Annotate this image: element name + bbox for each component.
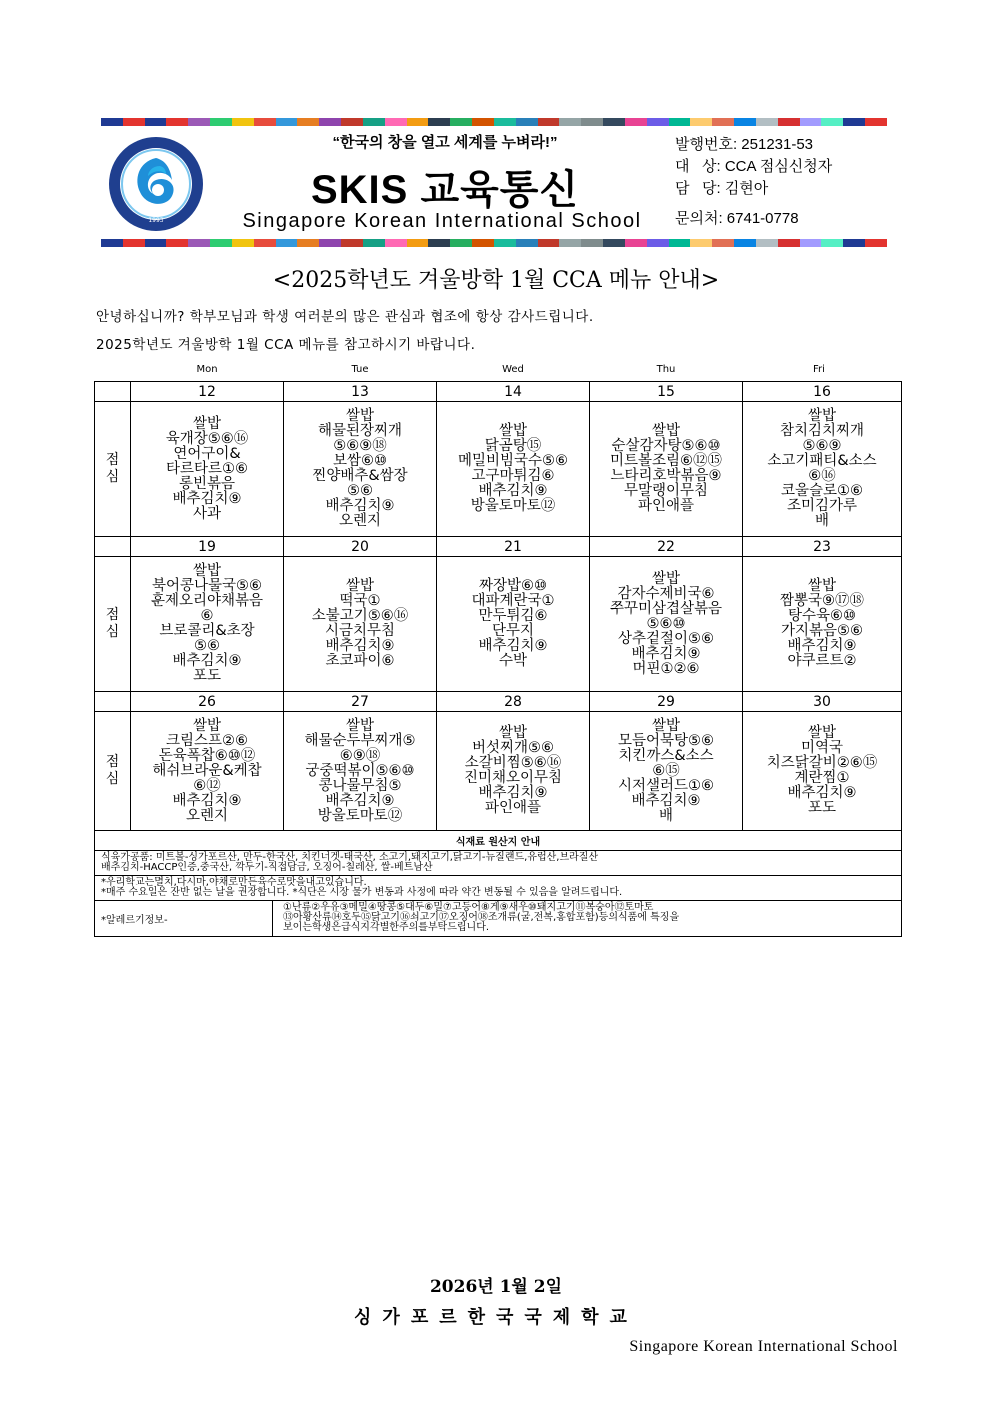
menu-cell: 짜장밥⑥⑩ 대파계란국① 만두튀김⑥ 단무지 배추김치⑨ 수박 [437, 557, 590, 692]
weekday-header [130, 364, 900, 377]
stripe-segment [188, 239, 210, 247]
stripe-segment [734, 118, 756, 126]
stripe-segment [538, 118, 560, 126]
menu-cell: 쌀밥 해물된장찌개 ⑤⑥⑨⑱ 보쌈⑥⑩ 찐양배추&쌈장 ⑤⑥ 배추김치⑨ 오렌지 [284, 402, 437, 537]
stripe-segment [494, 239, 516, 247]
date-cell: 19 [131, 537, 284, 557]
stripe-segment [188, 118, 210, 126]
stripe-segment [756, 118, 778, 126]
stripe-segment [363, 239, 385, 247]
day-tue: Tue [351, 364, 369, 375]
stripe-segment [669, 239, 691, 247]
logo-year: 1993 [148, 217, 164, 224]
stripe-segment [603, 118, 625, 126]
stripe-segment [734, 239, 756, 247]
menu-cell: 쌀밥 닭곰탕⑮ 메밀비빔국수⑤⑥ 고구마튀김⑥ 배추김치⑨ 방울토마토⑫ [437, 402, 590, 537]
newsletter-title: SKIS 교육통신 [310, 168, 580, 212]
stripe-segment [407, 239, 429, 247]
origin-details [95, 851, 902, 876]
menu-row [95, 712, 902, 831]
stripe-segment [472, 118, 494, 126]
stripe-segment [647, 239, 669, 247]
stripe-segment [210, 118, 232, 126]
origin-line: 식육가공품: 미트볼-싱가포르산, 만두-한국산, 치킨너겟-태국산, 소고기,돼지고기,닭고기-뉴질랜드,유럽산,브라질산 [101, 852, 599, 863]
stripe-segment [145, 239, 167, 247]
day-fri: Fri [813, 364, 825, 375]
stripe-segment [669, 118, 691, 126]
stripe-segment [581, 239, 603, 247]
header-stripe-top [101, 118, 887, 126]
page-title: <2025학년도 겨울방학 1월 CCA 메뉴 안내> [272, 268, 720, 293]
stripe-segment [450, 239, 472, 247]
stripe-segment [232, 239, 254, 247]
stripe-segment [428, 239, 450, 247]
stripe-segment [843, 118, 865, 126]
date-cell: 16 [743, 382, 902, 402]
day-mon: Mon [196, 364, 218, 375]
notice-line: *매주 수요일은 잔반 없는 날을 권장합니다. *식단은 시장 물가 변동과 사정에 따라 약간 변동될 수 있음을 알려드립니다. [101, 887, 623, 898]
school-name-ko: 싱가포르한국국제학교 [354, 1307, 638, 1328]
menu-row [95, 402, 902, 537]
date-row [95, 537, 902, 557]
stripe-segment [821, 239, 843, 247]
stripe-segment [341, 239, 363, 247]
stripe-segment [123, 239, 145, 247]
stripe-segment [319, 239, 341, 247]
stripe-segment [428, 118, 450, 126]
stripe-segment [101, 239, 123, 247]
stripe-segment [800, 118, 822, 126]
allergy-label: *알레르기정보- [95, 901, 273, 936]
stripe-segment [712, 118, 734, 126]
date-cell: 13 [284, 382, 437, 402]
stripe-segment [712, 239, 734, 247]
date-cell: 28 [437, 692, 590, 712]
menu-cell: 쌀밥 순살감자탕⑤⑥⑩ 미트볼조림⑥⑫⑮ 느타리호박볶음⑨ 무말랭이무침 파인애플 [590, 402, 743, 537]
school-name-en: Singapore Korean International School [242, 210, 642, 232]
stripe-segment [494, 118, 516, 126]
stripe-segment [385, 118, 407, 126]
stripe-segment [821, 118, 843, 126]
menu-cell: 쌀밥 크림스프②⑥ 돈육폭찹⑥⑩⑫ 해쉬브라운&케찹 ⑥⑫ 배추김치⑨ 오렌지 [131, 712, 284, 831]
stripe-segment [778, 239, 800, 247]
menu-cell: 쌀밥 해물순두부찌개⑤ ⑥⑨⑱ 궁중떡볶이⑤⑥⑩ 콩나물무침⑤ 배추김치⑨ 방울토마토⑫ [284, 712, 437, 831]
stripe-segment [123, 118, 145, 126]
day-thu: Thu [656, 364, 676, 375]
stripe-segment [363, 118, 385, 126]
stripe-segment [166, 118, 188, 126]
stripe-segment [538, 239, 560, 247]
stripe-segment [581, 118, 603, 126]
menu-cell: 쌀밥 떡국① 소불고기⑤⑥⑯ 시금치무침 배추김치⑨ 초코파이⑥ [284, 557, 437, 692]
person-in-charge: 담 당: 김현아 [675, 180, 769, 197]
stripe-segment [800, 239, 822, 247]
allergy-line: ①난류②우유③메밀④땅콩⑤대두⑥밀⑦고등어⑧게⑨새우⑩돼지고기⑪복숭아⑫토마토 [283, 902, 654, 913]
audience: 대 상: CCA 점심신청자 [675, 158, 833, 175]
date-cell: 15 [590, 382, 743, 402]
notice-line: *우리학교는멸치,다시마,야채로만든육수로맛을내고있습니다. [101, 877, 367, 888]
contact: 문의처: 6741-0778 [675, 210, 799, 227]
stripe-segment [865, 239, 887, 247]
date-cell: 27 [284, 692, 437, 712]
stripe-segment [647, 118, 669, 126]
menu-cell: 쌀밥 모듬어묵탕⑤⑥ 치킨까스&소스 ⑥⑮ 시저샐러드①⑥ 배추김치⑨ 배 [590, 712, 743, 831]
issue-number: 발행번호: 251231-53 [675, 136, 814, 153]
menu-table [94, 381, 902, 937]
stripe-segment [297, 118, 319, 126]
stripe-segment [341, 118, 363, 126]
intro-line-2: 2025학년도 겨울방학 1월 CCA 메뉴를 참고하시기 바랍니다. [96, 337, 476, 353]
stripe-segment [166, 239, 188, 247]
stripe-segment [297, 239, 319, 247]
date-cell: 21 [437, 537, 590, 557]
menu-cell: 쌀밥 미역국 치즈닭갈비②⑥⑮ 계란찜① 배추김치⑨ 포도 [743, 712, 902, 831]
menu-cell: 쌀밥 북어콩나물국⑤⑥ 훈제오리야채볶음 ⑥ 브로콜리&초장 ⑤⑥ 배추김치⑨ 포도 [131, 557, 284, 692]
stripe-segment [516, 239, 538, 247]
stripe-segment [625, 118, 647, 126]
issue-date: 2026년 1월 2일 [429, 1277, 563, 1297]
date-cell: 30 [743, 692, 902, 712]
allergy-info [273, 901, 901, 936]
stripe-segment [276, 239, 298, 247]
stripe-segment [778, 118, 800, 126]
menu-row [95, 557, 902, 692]
stripe-segment [603, 239, 625, 247]
stripe-segment [843, 239, 865, 247]
date-cell: 22 [590, 537, 743, 557]
stripe-segment [101, 118, 123, 126]
allergy-line: ⑬아황산류⑭호두⑮닭고기⑯쇠고기⑰오징어⑱조개류(굴,전복,홍합포함)등의식품에 특징을 [283, 912, 680, 923]
stripe-segment [472, 239, 494, 247]
menu-cell: 쌀밥 육개장⑤⑥⑯ 연어구이& 타르타르①⑥ 롱빈볶음 배추김치⑨ 사과 [131, 402, 284, 537]
stripe-segment [407, 118, 429, 126]
origin-line: 배추김치-HACCP인증,중국산, 깍두기-직접담금, 오징어-칠레산, 쌀-베트남산 [101, 862, 433, 873]
meal-label: 점 심 [95, 557, 131, 692]
stripe-segment [210, 239, 232, 247]
header-stripe-bottom [101, 239, 887, 247]
stripe-segment [254, 239, 276, 247]
menu-cell: 쌀밥 버섯찌개⑤⑥ 소갈비찜⑤⑥⑯ 진미채오이무침 배추김치⑨ 파인애플 [437, 712, 590, 831]
stripe-segment [865, 118, 887, 126]
stripe-segment [450, 118, 472, 126]
meal-label: 점 심 [95, 712, 131, 831]
stripe-segment [625, 239, 647, 247]
stripe-segment [385, 239, 407, 247]
meal-label: 점 심 [95, 402, 131, 537]
allergy-line: 보이는학생은급식지각별한주의를부탁드립니다. [283, 922, 490, 933]
stripe-segment [559, 239, 581, 247]
origin-heading: 식재료 원산지 안내 [95, 831, 902, 851]
stripe-segment [145, 118, 167, 126]
menu-cell: 쌀밥 감자수제비국⑥ 쭈꾸미삼겹살볶음 ⑤⑥⑩ 상추겉절이⑤⑥ 배추김치⑨ 머핀①②⑥ [590, 557, 743, 692]
stripe-segment [232, 118, 254, 126]
intro-line-1: 안녕하십니까? 학부모님과 학생 여러분의 많은 관심과 협조에 항상 감사드립니다. [96, 309, 594, 325]
date-cell: 12 [131, 382, 284, 402]
menu-cell: 쌀밥 참치김치찌개 ⑤⑥⑨ 소고기패티&소스 ⑥⑯ 코울슬로①⑥ 조미김가루 배 [743, 402, 902, 537]
slogan: “한국의 창을 열고 세계를 누벼라!” [332, 134, 558, 151]
stripe-segment [319, 118, 341, 126]
stripe-segment [756, 239, 778, 247]
date-cell: 26 [131, 692, 284, 712]
stripe-segment [559, 118, 581, 126]
date-row [95, 382, 902, 402]
date-cell: 14 [437, 382, 590, 402]
date-row [95, 692, 902, 712]
stripe-segment [690, 239, 712, 247]
stripe-segment [254, 118, 276, 126]
date-cell: 23 [743, 537, 902, 557]
date-cell: 20 [284, 537, 437, 557]
date-cell: 29 [590, 692, 743, 712]
menu-cell: 쌀밥 짬뽕국⑨⑰⑱ 탕수육⑥⑩ 가지볶음⑤⑥ 배추김치⑨ 야쿠르트② [743, 557, 902, 692]
stripe-segment [516, 118, 538, 126]
school-logo [108, 136, 204, 232]
stripe-segment [276, 118, 298, 126]
stripe-segment [690, 118, 712, 126]
day-wed: Wed [502, 364, 524, 375]
notice [95, 876, 902, 901]
school-name-en-footer: Singapore Korean International School [629, 1338, 898, 1355]
